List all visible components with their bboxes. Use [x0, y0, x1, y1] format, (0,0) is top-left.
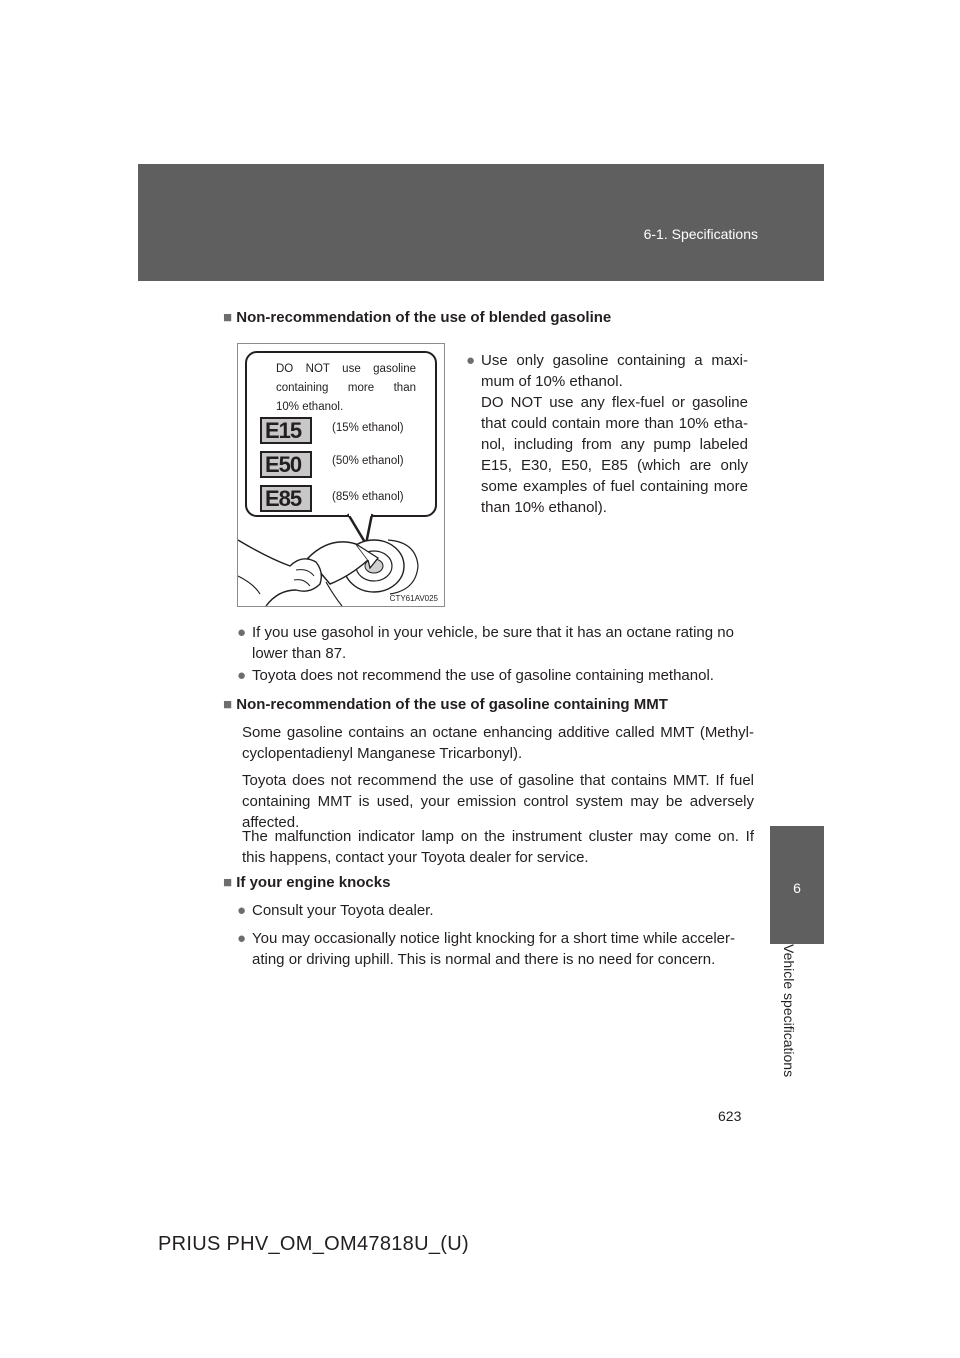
text-line: Consult your Toyota dealer. — [252, 902, 434, 919]
text-line: ating or driving uphill. This is normal and there is no need for concern. — [252, 951, 716, 968]
knock-bullet-2 — [237, 928, 757, 970]
bullet-icon: ● — [237, 902, 247, 919]
gasohol-bullet — [237, 622, 757, 664]
text-line: some examples of fuel containing more — [481, 478, 748, 495]
heading-mmt-text: Non-recommendation of the use of gasoline containing MMT — [236, 696, 668, 713]
bullet-icon: ● — [237, 667, 247, 684]
warning-line: DO NOT use gasoline — [276, 363, 416, 375]
heading-knocks-text: If your engine knocks — [236, 874, 391, 891]
methanol-bullet — [237, 665, 757, 686]
figure-code: CTY61AV025 — [389, 594, 438, 603]
text-line: The malfunction indicator lamp on the instrument cluster may come on. If — [242, 828, 754, 845]
text-line: You may occasionally notice light knocking for a short time while acceler- — [252, 930, 736, 947]
text-line: this happens, contact your Toyota dealer for service. — [242, 849, 589, 866]
knock-bullet-1 — [237, 900, 757, 921]
fuel-nozzle-illustration — [238, 344, 444, 606]
text-line: lower than 87. — [252, 645, 347, 662]
warning-line: 10% ethanol. — [276, 401, 344, 413]
document-code: PRIUS PHV_OM_OM47818U_(U) — [158, 1233, 469, 1255]
text-line: If you use gasohol in your vehicle, be sure that it has an octane rating no — [252, 624, 734, 641]
text-line: E15, E30, E50, E85 (which are only — [481, 457, 748, 474]
square-bullet-icon: ■ — [223, 309, 233, 326]
text-line: nol, including from any pump labeled — [481, 436, 748, 453]
square-bullet-icon: ■ — [223, 874, 233, 891]
header-band — [138, 164, 824, 281]
mmt-paragraph-3 — [242, 826, 754, 868]
text-line: Toyota does not recommend the use of gasoline that contains MMT. If fuel — [242, 772, 754, 789]
section-title: 6-1. Specifications — [643, 226, 758, 242]
heading-knocks — [223, 872, 390, 893]
warning-line: containing more than — [276, 382, 416, 394]
text-line: affected. — [242, 814, 300, 831]
ethanol-warning-figure — [237, 343, 445, 607]
chapter-label: Vehicle specifications — [781, 944, 797, 1078]
text-line: cyclopentadienyl Manganese Tricarbonyl). — [242, 745, 523, 762]
heading-mmt — [223, 694, 668, 715]
bullet-icon: ● — [466, 352, 476, 369]
page-number: 623 — [718, 1108, 742, 1124]
chapter-tab — [770, 826, 824, 944]
chapter-number: 6 — [793, 880, 801, 896]
text-line: DO NOT use any flex-fuel or gasoline — [481, 394, 748, 411]
e50-code: E50 — [265, 452, 302, 477]
text-line: containing MMT is used, your emission control system may be adversely — [242, 793, 754, 810]
text-line: that could contain more than 10% etha- — [481, 415, 748, 432]
bullet-icon: ● — [237, 624, 247, 641]
text-line: Use only gasoline containing a maxi- — [481, 352, 748, 369]
text-line: Toyota does not recommend the use of gasoline containing methanol. — [252, 667, 714, 684]
e85-code: E85 — [265, 486, 302, 511]
heading-blended — [223, 307, 611, 328]
e15-code: E15 — [265, 418, 302, 443]
text-line: Some gasoline contains an octane enhancing additive called MMT (Methyl- — [242, 724, 754, 741]
e85-desc: (85% ethanol) — [332, 491, 404, 503]
ethanol-bullet — [466, 350, 748, 518]
e50-desc: (50% ethanol) — [332, 455, 404, 467]
mmt-paragraph-2 — [242, 770, 754, 833]
bullet-icon: ● — [237, 930, 247, 947]
mmt-paragraph-1 — [242, 722, 754, 764]
e15-desc: (15% ethanol) — [332, 422, 404, 434]
heading-blended-text: Non-recommendation of the use of blended gasoline — [236, 309, 612, 326]
text-line: than 10% ethanol). — [481, 499, 607, 516]
text-line: mum of 10% ethanol. — [481, 373, 623, 390]
square-bullet-icon: ■ — [223, 696, 233, 713]
